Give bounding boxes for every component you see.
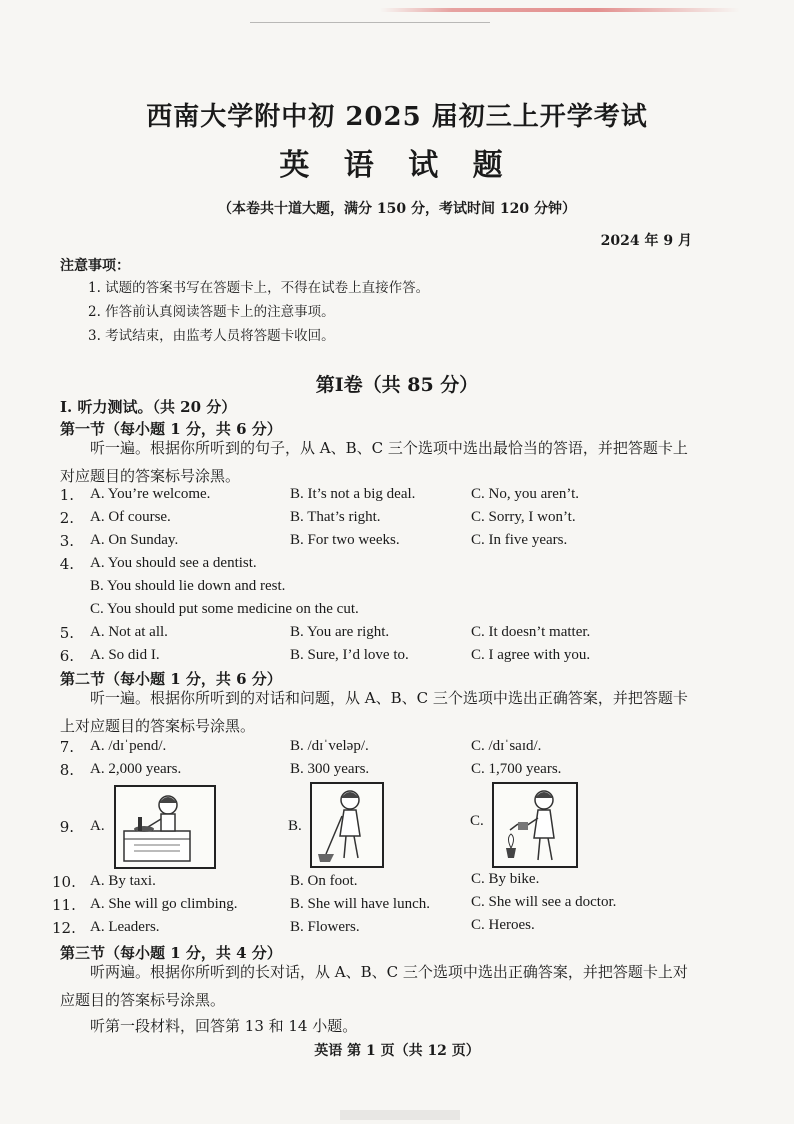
option-a: A. So did I. xyxy=(90,647,160,663)
page-footer: 英语 第 1 页（共 12 页） xyxy=(314,1043,480,1059)
part-title: 第Ⅰ卷（共 85 分） xyxy=(315,374,479,396)
option-c: C. No, you aren’t. xyxy=(471,486,580,502)
option-a: A. 2,000 years. xyxy=(90,761,182,777)
question-number: 9. xyxy=(59,818,74,836)
option-b: B. You are right. xyxy=(290,624,390,640)
option-a: A. /dɪˈpend/. xyxy=(90,738,167,754)
option-a: A. You should see a dentist. xyxy=(90,555,257,571)
note-item: 2. 作答前认真阅读答题卡上的注意事项。 xyxy=(88,304,335,320)
option-a: A. On Sunday. xyxy=(90,532,179,548)
option-b: B. 300 years. xyxy=(290,761,370,777)
option-b: B. She will have lunch. xyxy=(290,896,430,912)
exam-subject-title: 英 语 试 题 xyxy=(279,148,515,183)
section2-title: 第二节（每小题 1 分，共 6 分） xyxy=(60,670,282,688)
exam-info: （本卷共十道大题，满分 150 分，考试时间 120 分钟） xyxy=(218,201,576,217)
option-b: B. xyxy=(288,818,302,834)
option-c: C. By bike. xyxy=(471,871,540,887)
option-b: B. You should lie down and rest. xyxy=(90,578,286,594)
option-b: B. For two weeks. xyxy=(290,532,400,548)
option-c: C. /dɪˈsaɪd/. xyxy=(471,738,542,754)
option-c: C. xyxy=(470,813,484,829)
boy-cooking-icon xyxy=(114,785,216,869)
question-number: 3. xyxy=(59,532,74,550)
option-a: A. You’re welcome. xyxy=(90,486,211,502)
question-number: 6. xyxy=(59,647,74,665)
girl-sweeping-icon xyxy=(310,782,384,868)
option-c: C. In five years. xyxy=(471,532,568,548)
option-b: B. That’s right. xyxy=(290,509,381,525)
question-number: 8. xyxy=(59,761,74,779)
option-c: C. You should put some medicine on the cut. xyxy=(90,601,359,617)
scan-artifact xyxy=(380,8,740,12)
option-b: B. Sure, I’d love to. xyxy=(290,647,409,663)
option-b: B. Flowers. xyxy=(290,919,360,935)
option-c: C. She will see a doctor. xyxy=(471,894,617,910)
note-item: 3. 考试结束，由监考人员将答题卡收回。 xyxy=(88,328,335,344)
question-number: 11. xyxy=(52,896,76,914)
option-a: A. Of course. xyxy=(90,509,171,525)
notes-title: 注意事项： xyxy=(60,258,130,274)
option-a: A. xyxy=(90,818,105,834)
section3-title: 第三节（每小题 1 分，共 4 分） xyxy=(60,944,282,962)
question-number: 5. xyxy=(59,624,74,642)
option-c: C. Sorry, I won’t. xyxy=(471,509,576,525)
option-c: C. It doesn’t matter. xyxy=(471,624,591,640)
question-number: 1. xyxy=(59,486,74,504)
section1-instruction: 听一遍。根据你所听到的句子，从 A、B、C 三个选项中选出最恰当的答语，并把答题卡上对应题目的答案标号涂黑。 xyxy=(60,439,688,485)
section2-instruction: 听一遍。根据你所听到的对话和问题，从 A、B、C 三个选项中选出正确答案，并把答题卡上对应题目的答案标号涂黑。 xyxy=(60,689,688,735)
girl-watering-plant-icon xyxy=(492,782,578,868)
exam-date: 2024 年 9 月 xyxy=(600,233,692,249)
option-a: A. Leaders. xyxy=(90,919,160,935)
option-b: B. /dɪˈveləp/. xyxy=(290,738,369,754)
section1-title: 第一节（每小题 1 分，共 6 分） xyxy=(60,420,282,438)
question-number: 10. xyxy=(52,873,76,891)
question-number: 4. xyxy=(59,555,74,573)
section3-instruction: 听两遍。根据你所听到的长对话，从 A、B、C 三个选项中选出正确答案，并把答题卡上对应题目的答案标号涂黑。 xyxy=(60,963,688,1009)
option-b: B. It’s not a big deal. xyxy=(290,486,416,502)
exam-school-title: 西南大学附中初 2025 届初三上开学考试 xyxy=(146,102,648,132)
option-b: B. On foot. xyxy=(290,873,358,889)
option-a: A. By taxi. xyxy=(90,873,156,889)
option-c: C. Heroes. xyxy=(471,917,535,933)
question-number: 12. xyxy=(52,919,76,937)
option-a: A. Not at all. xyxy=(90,624,168,640)
question-number: 2. xyxy=(59,509,74,527)
scan-artifact xyxy=(340,1110,460,1120)
option-c: C. I agree with you. xyxy=(471,647,591,663)
listening-title: I. 听力测试。（共 20 分） xyxy=(60,398,237,416)
scan-artifact xyxy=(250,22,490,23)
option-a: A. She will go climbing. xyxy=(90,896,238,912)
question-number: 7. xyxy=(59,738,74,756)
section3-note: 听第一段材料，回答第 13 和 14 小题。 xyxy=(90,1017,358,1035)
option-c: C. 1,700 years. xyxy=(471,761,562,777)
note-item: 1. 试题的答案书写在答题卡上，不得在试卷上直接作答。 xyxy=(88,280,430,296)
